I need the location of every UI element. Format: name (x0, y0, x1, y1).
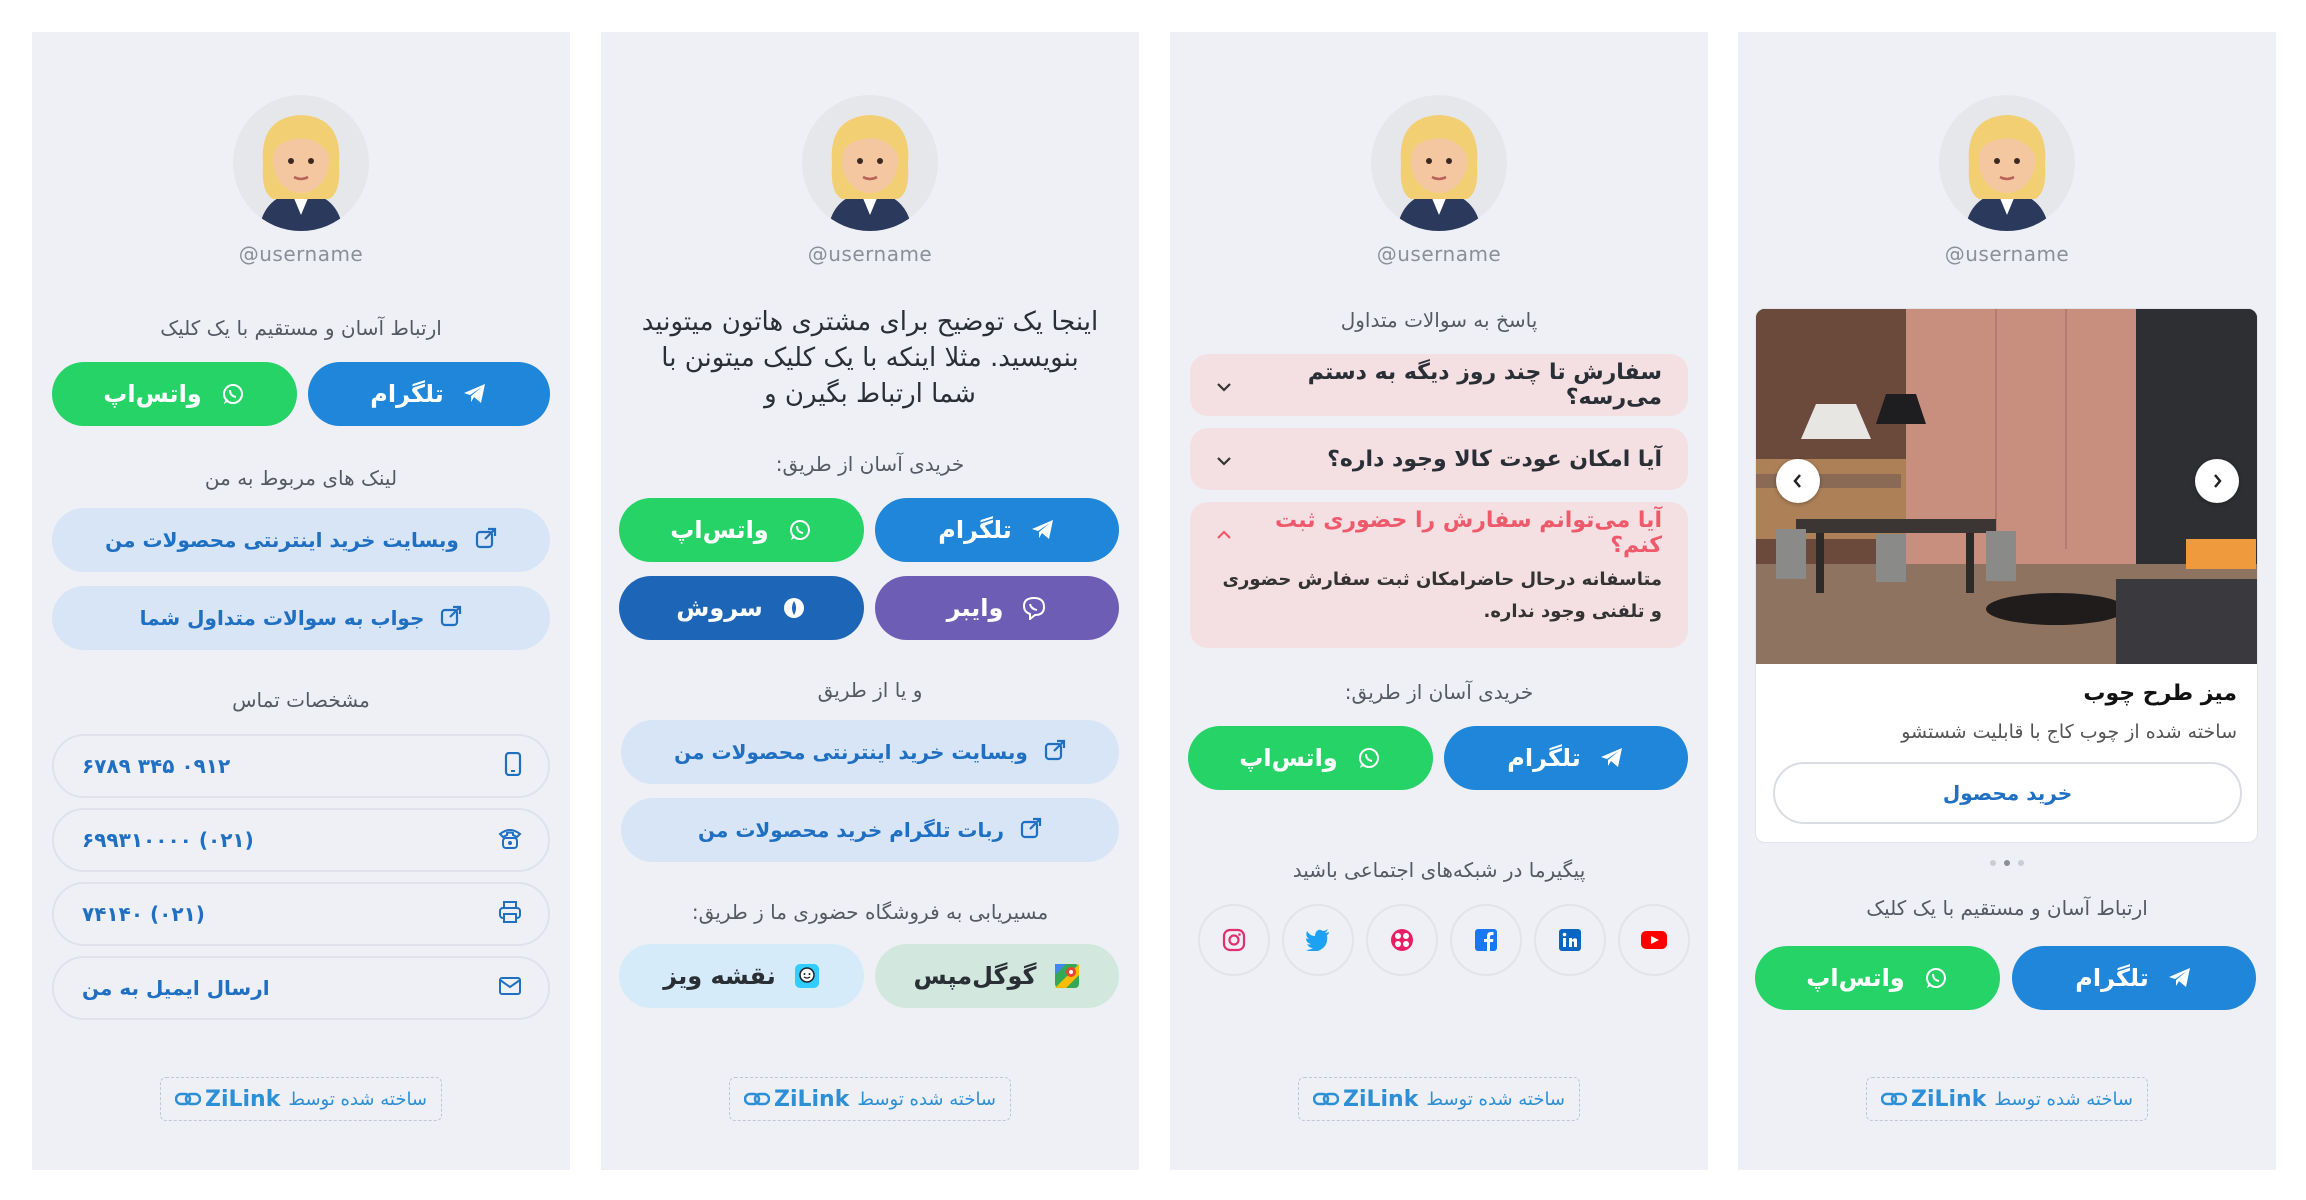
carousel-dot[interactable] (2018, 860, 2024, 866)
zilink-brand: ZiLink (1911, 1086, 1987, 1112)
telegram-label: تلگرام (370, 380, 444, 408)
instagram-icon[interactable] (1198, 904, 1270, 976)
footer-credit[interactable] (729, 1077, 1011, 1121)
zilink-logo (744, 1087, 849, 1112)
product-image (1756, 309, 2258, 664)
footer-credit[interactable] (160, 1077, 442, 1121)
profile-panel-faq (1170, 32, 1708, 1170)
faq-item[interactable] (1190, 428, 1688, 490)
soroush-icon (781, 595, 807, 621)
telegram-button[interactable] (875, 498, 1119, 562)
faq-answer: متاسفانه درحال حاضرامکان ثبت سفارش حضوری و تلفنی وجود نداره. (1222, 569, 1662, 622)
profile-panel-contacts (32, 32, 570, 1170)
link-label: ربات تلگرام خرید محصولات من (697, 818, 1005, 842)
whatsapp-button[interactable] (52, 362, 297, 426)
heading-map: مسیریابی به فروشگاه حضوری ما ز طریق: (691, 900, 1049, 924)
chevron-up-icon (1216, 521, 1232, 546)
contact-value: ارسال ایمیل به من (82, 976, 270, 1000)
avatar (233, 95, 369, 231)
linkedin-icon[interactable] (1534, 904, 1606, 976)
username: @username (807, 242, 933, 266)
contact-value: (۰۲۱) ۷۴۱۴۰ (82, 902, 205, 926)
contact-email[interactable] (52, 956, 550, 1020)
zilink-brand: ZiLink (205, 1086, 281, 1112)
whatsapp-label: واتس‌اپ (103, 380, 202, 408)
telegram-button[interactable] (2012, 946, 2256, 1010)
whatsapp-button[interactable] (1188, 726, 1433, 790)
waze-label: نقشه ویز (663, 962, 776, 990)
chevron-down-icon (1216, 373, 1232, 398)
youtube-icon[interactable] (1618, 904, 1690, 976)
google-maps-icon (1054, 963, 1080, 989)
heading-contact: مشخصات تماس (232, 688, 370, 712)
heading-buy: خریدی آسان از طریق: (775, 452, 965, 476)
faq-item[interactable] (1190, 354, 1688, 416)
username: @username (238, 242, 364, 266)
external-link-icon (440, 605, 462, 632)
username: @username (1944, 242, 2070, 266)
avatar (802, 95, 938, 231)
soroush-label: سروش (676, 594, 763, 622)
contact-phone[interactable] (52, 808, 550, 872)
link-faq[interactable] (52, 586, 550, 650)
heading-buy: خریدی آسان از طریق: (1344, 680, 1534, 704)
footer-text: ساخته شده توسط (1426, 1088, 1566, 1110)
avatar (1939, 95, 2075, 231)
contact-fax[interactable] (52, 882, 550, 946)
product-subtitle: ساخته شده از چوب کاج با قابلیت شستشو (1901, 721, 2237, 743)
zilink-brand: ZiLink (774, 1086, 850, 1112)
telegram-icon (462, 381, 488, 407)
whatsapp-button[interactable] (1755, 946, 2000, 1010)
phone-icon (498, 826, 522, 855)
faq-item-open[interactable] (1190, 502, 1688, 648)
facebook-icon[interactable] (1450, 904, 1522, 976)
email-icon (498, 976, 522, 1001)
whatsapp-label: واتس‌اپ (1239, 744, 1338, 772)
twitter-icon[interactable] (1282, 904, 1354, 976)
link-telegram-bot[interactable] (621, 798, 1119, 862)
whatsapp-icon (220, 381, 246, 407)
username: @username (1376, 242, 1502, 266)
zilink-brand: ZiLink (1343, 1086, 1419, 1112)
google-maps-label: گوگل‌مپس (913, 962, 1037, 990)
contact-mobile[interactable] (52, 734, 550, 798)
heading-connect: ارتباط آسان و مستقیم با یک کلیک (1866, 896, 2148, 920)
profile-description: اینجا یک توضیح برای مشتری هاتون میتونید بنویسید. مثلا اینکه با یک کلیک میتونن با شما ارتباط بگیرن و (641, 307, 1099, 409)
contact-value: ۰۹۱۲ ۳۴۵ ۶۷۸۹ (82, 754, 231, 778)
google-maps-button[interactable] (875, 944, 1119, 1008)
fax-icon (498, 900, 522, 929)
whatsapp-label: واتس‌اپ (1806, 964, 1905, 992)
link-label: جواب به سوالات متداول شما (139, 606, 425, 630)
telegram-button[interactable] (1444, 726, 1688, 790)
telegram-icon (1599, 745, 1625, 771)
soroush-button[interactable] (619, 576, 864, 640)
heading-or: و یا از طریق (817, 678, 923, 702)
link-website[interactable] (621, 720, 1119, 784)
profile-panel-product (1738, 32, 2276, 1170)
chevron-down-icon (1216, 447, 1232, 472)
external-link-icon (1020, 817, 1042, 844)
waze-button[interactable] (619, 944, 864, 1008)
whatsapp-icon (1923, 965, 1949, 991)
link-website[interactable] (52, 508, 550, 572)
waze-icon (794, 963, 820, 989)
whatsapp-icon (787, 517, 813, 543)
mobile-icon (504, 752, 522, 781)
footer-text: ساخته شده توسط (1994, 1088, 2134, 1110)
viber-icon (1021, 595, 1047, 621)
link-label: وبسایت خرید اینترنتی محصولات من (105, 528, 459, 552)
telegram-label: تلگرام (1507, 744, 1581, 772)
product-title: میز طرح چوب (2083, 681, 2237, 706)
footer-text: ساخته شده توسط (288, 1088, 428, 1110)
faq-question: سفارش تا چند روز دیگه به دستم می‌رسه؟ (1307, 360, 1662, 410)
whatsapp-button[interactable] (619, 498, 864, 562)
whatsapp-label: واتس‌اپ (670, 516, 769, 544)
whatsapp-icon (1356, 745, 1382, 771)
product-card (1755, 308, 2258, 843)
carousel-prev-button[interactable] (1776, 459, 1820, 503)
viber-button[interactable] (875, 576, 1119, 640)
external-link-icon (1044, 739, 1066, 766)
heading-faq: پاسخ به سوالات متداول (1340, 308, 1538, 332)
profile-panel-description (601, 32, 1139, 1170)
contact-value: (۰۲۱) ۶۹۹۳۱۰۰۰۰ (82, 828, 254, 852)
viber-label: وایبر (946, 594, 1004, 622)
carousel-dot[interactable] (1990, 860, 1996, 866)
telegram-icon (1030, 517, 1056, 543)
telegram-label: تلگرام (938, 516, 1012, 544)
footer-text: ساخته شده توسط (857, 1088, 997, 1110)
footer-credit[interactable] (1866, 1077, 2148, 1121)
telegram-button[interactable] (308, 362, 550, 426)
heading-social: پیگیرما در شبکه‌های اجتماعی باشید (1292, 858, 1586, 882)
carousel-next-button[interactable] (2195, 459, 2239, 503)
zilink-logo (1881, 1087, 1986, 1112)
footer-credit[interactable] (1298, 1077, 1580, 1121)
zilink-logo (1313, 1087, 1418, 1112)
avatar (1371, 95, 1507, 231)
telegram-label: تلگرام (2075, 964, 2149, 992)
faq-question: آیا امکان عودت کالا وجود داره؟ (1327, 446, 1662, 472)
external-link-icon (475, 527, 497, 554)
zilink-logo (175, 1087, 280, 1112)
buy-product-button[interactable]: خرید محصول (1773, 762, 2242, 824)
faq-question: آیا می‌توانم سفارش را حضوری ثبت کنم؟ (1275, 508, 1662, 558)
telegram-icon (2167, 965, 2193, 991)
carousel-dot-active[interactable] (2004, 860, 2010, 866)
dribbble-icon[interactable] (1366, 904, 1438, 976)
heading-connect: ارتباط آسان و مستقیم با یک کلیک (160, 316, 442, 340)
link-label: وبسایت خرید اینترنتی محصولات من (674, 740, 1028, 764)
carousel-indicators (1738, 860, 2276, 866)
heading-links: لینک های مربوط به من (204, 466, 398, 490)
